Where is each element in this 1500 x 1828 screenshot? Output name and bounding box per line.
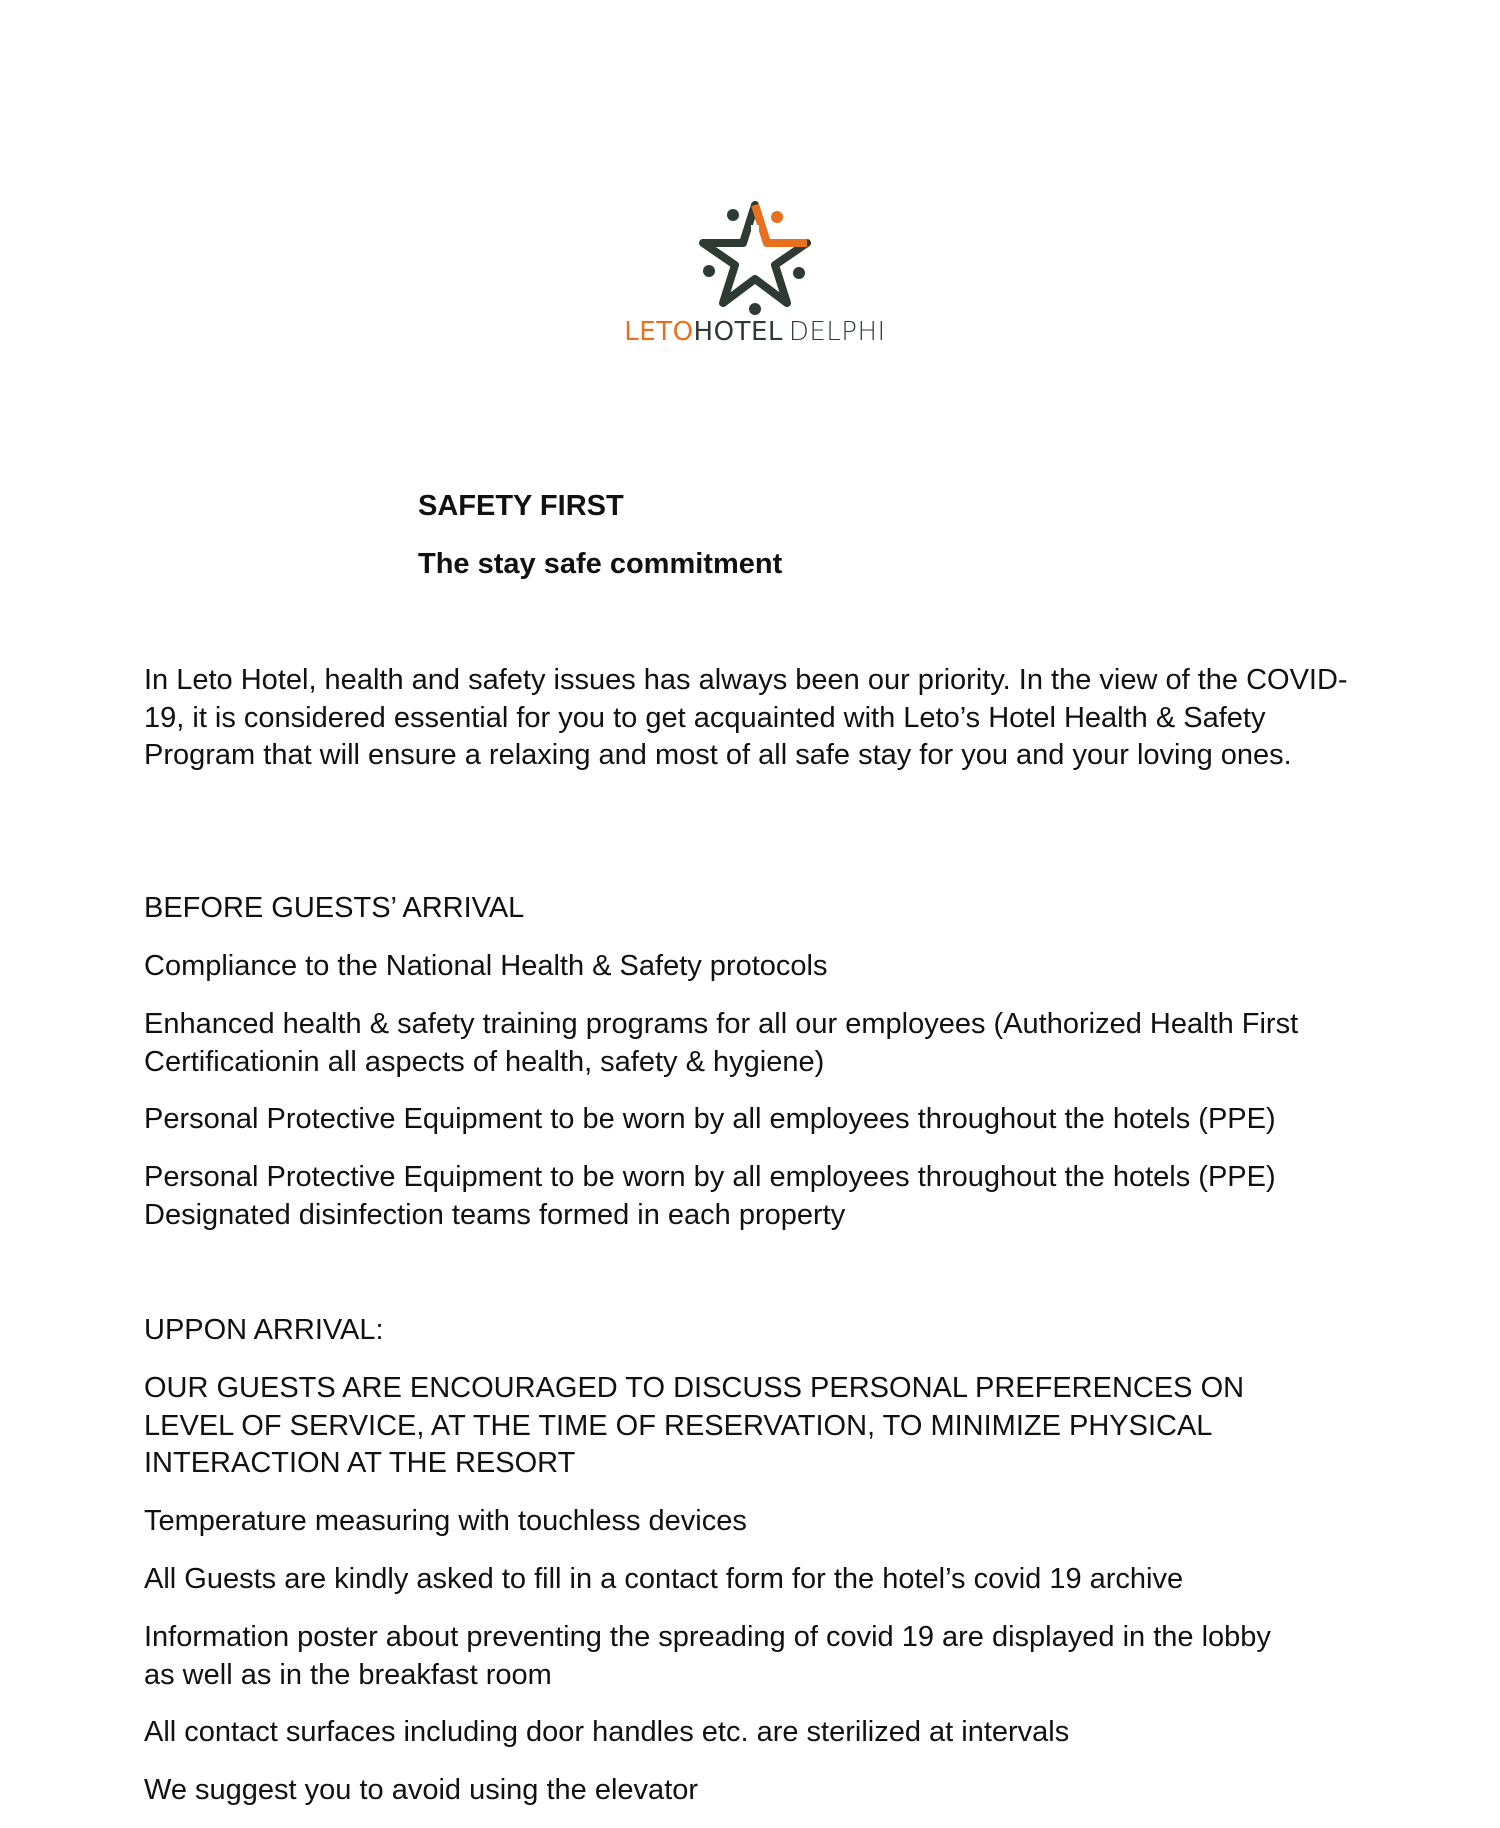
list-item: Personal Protective Equipment to be worn by all employees throughout the hotels (PPE) Designated disinfection teams formed in each property bbox=[144, 1161, 1276, 1231]
list-item: All Guests are kindly asked to fill in a contact form for the hotel’s covid 19 archive bbox=[144, 1563, 1184, 1595]
logo-hotel: HOTEL bbox=[693, 317, 783, 347]
logo-wordmark bbox=[620, 317, 890, 347]
page-subtitle: The stay safe commitment bbox=[418, 548, 783, 580]
logo-leto: LETO bbox=[624, 317, 694, 347]
list-item: Information poster about preventing the spreading of covid 19 are displayed in the lobby as well as in the breakfast room bbox=[144, 1621, 1271, 1691]
hotel-logo bbox=[620, 195, 890, 355]
page-title: SAFETY FIRST bbox=[418, 490, 624, 522]
list-item: Temperature measuring with touchless devices bbox=[144, 1505, 747, 1537]
list-item: Compliance to the National Health & Safety protocols bbox=[144, 950, 828, 982]
before-arrival-heading: BEFORE GUESTS’ ARRIVAL bbox=[144, 892, 525, 924]
list-item: Personal Protective Equipment to be worn by all employees throughout the hotels (PPE) bbox=[144, 1103, 1276, 1135]
upon-arrival-heading: UPPON ARRIVAL: bbox=[144, 1314, 384, 1346]
star-people-logo-icon bbox=[695, 195, 815, 315]
intro-paragraph: In Leto Hotel, health and safety issues has always been our priority. In the view of the COVID-19, it is considered essential for you to get acquainted with Leto’s Hotel Health & Safety Program that will ensure a relaxing and most of all safe stay for you and your loving ones. bbox=[144, 664, 1348, 771]
list-item: All contact surfaces including door handles etc. are sterilized at intervals bbox=[144, 1716, 1070, 1748]
logo-delphi: DELPHI bbox=[788, 317, 886, 347]
list-item: OUR GUESTS ARE ENCOURAGED TO DISCUSS PERSONAL PREFERENCES ON LEVEL OF SERVICE, AT THE TIME OF RESERVATION, TO MINIMIZE PHYSICAL INTERACTION AT THE RESORT bbox=[144, 1372, 1245, 1479]
list-item: Enhanced health & safety training programs for all our employees (Authorized Health First Certificationin all aspects of health, safety & hygiene) bbox=[144, 1008, 1299, 1078]
list-item: We suggest you to avoid using the elevator bbox=[144, 1774, 699, 1806]
